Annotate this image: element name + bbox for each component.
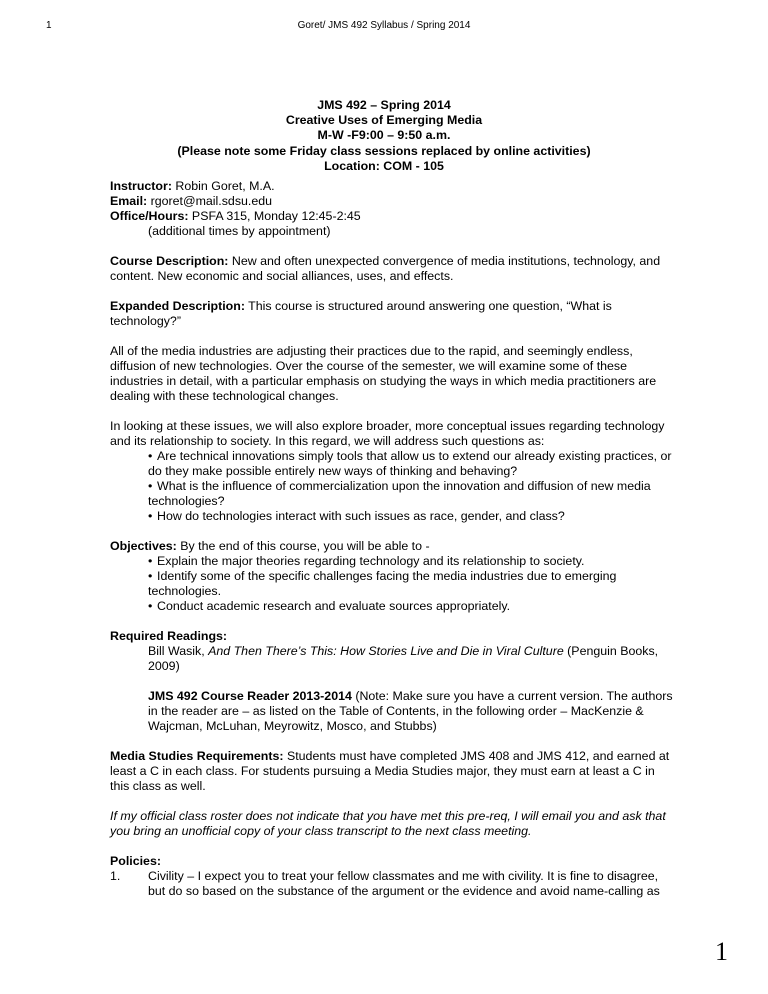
office-line [110, 209, 675, 224]
objectives-label: Objectives: [110, 539, 177, 553]
list-item [148, 449, 675, 479]
instructor-value: Robin Goret, M.A. [171, 179, 275, 193]
roster-note: If my official class roster does not indicate that you have met this pre-req, I will email you and ask that you bring an unofficial copy of your class transcript to the next class meeting. [110, 809, 666, 838]
policy-number: 1. [110, 869, 121, 883]
list-item [148, 554, 675, 569]
policy-text: Civility – I expect you to treat your fellow classmates and me with civility. It is fine to disagree, but do so based on the substance of the argument or the evidence and avoid name-calling as [148, 869, 660, 898]
bullet-icon: • [148, 449, 153, 463]
list-item [148, 509, 675, 524]
policies-label: Policies: [110, 854, 161, 868]
course-name-line: Creative Uses of Emerging Media [285, 113, 483, 128]
course-title-block [0, 98, 768, 174]
policy-item [110, 869, 675, 899]
book-author: Bill Wasik, [148, 644, 209, 658]
course-schedule-line: M-W -F9:00 – 9:50 a.m. [317, 128, 451, 143]
footer-page-number: 1 [715, 937, 728, 966]
paragraph-conceptual-issues: In looking at these issues, we will also explore broader, more conceptual issues regarding technology and its relationship to society. In this regard, we will address such questions as: [110, 419, 665, 448]
course-reader-title: JMS 492 Course Reader 2013-2014 [148, 689, 352, 703]
office-extra: (additional times by appointment) [148, 224, 331, 238]
objectives-intro: By the end of this course, you will be able to - [176, 539, 430, 553]
media-studies-requirements [110, 749, 675, 794]
syllabus-body [110, 179, 675, 899]
paragraph-media-industries: All of the media industries are adjusting their practices due to the rapid, and seemingly endless, diffusion of new technologies. Over the course of the semester, we will examine some of these industries in detail, with a particular emphasis on studying the ways in which media practitioners are dealing with these technological changes. [110, 344, 657, 403]
media-studies-label: Media Studies Requirements: [110, 749, 284, 763]
course-description-label: Course Description: [110, 254, 229, 268]
expanded-description-label: Expanded Description: [110, 299, 245, 313]
course-reader-note: (Note: Make sure you have a current version. The authors in the reader are – as listed on the Table of Contents, in the following order – MacKenzie & Wajcman, McLuhan, Meyrowitz, Mosco, and Stubbs) [148, 689, 673, 733]
course-title-line: JMS 492 – Spring 2014 [317, 98, 451, 112]
course-friday-note-line: (Please note some Friday class sessions replaced by online activities) [177, 143, 591, 158]
bullet-icon: • [148, 479, 153, 493]
required-book [110, 644, 675, 674]
expanded-description-text: This course is structured around answering one question, “What is technology?” [110, 299, 612, 328]
expanded-description [110, 299, 675, 329]
objectives [110, 539, 675, 554]
bullet-icon: • [148, 509, 153, 523]
running-header: Goret/ JMS 492 Syllabus / Spring 2014 [297, 20, 471, 31]
question-text: How do technologies interact with such issues as race, gender, and class? [157, 509, 565, 523]
book-title: And Then There’s This: How Stories Live and Die in Viral Culture [208, 644, 564, 658]
objective-text: Explain the major theories regarding technology and its relationship to society. [157, 554, 585, 568]
bullet-icon: • [148, 599, 153, 613]
course-location-line: Location: COM - 105 [324, 158, 444, 173]
office-label: Office/Hours: [110, 209, 189, 223]
list-item [148, 479, 675, 509]
book-publisher: (Penguin Books, 2009) [148, 644, 659, 673]
header-page-number: 1 [46, 20, 52, 31]
email-label: Email: [110, 194, 148, 208]
objectives-list [110, 554, 675, 614]
email-value[interactable]: rgoret@mail.sdsu.edu [147, 194, 273, 208]
question-list [110, 449, 675, 524]
course-reader [110, 689, 675, 734]
required-readings-label: Required Readings: [110, 629, 228, 643]
office-value: PSFA 315, Monday 12:45-2:45 [188, 209, 361, 223]
objective-text: Conduct academic research and evaluate sources appropriately. [157, 599, 511, 613]
bullet-icon: • [148, 554, 153, 568]
media-studies-text: Students must have completed JMS 408 and JMS 412, and earned at least a C in each class. For students pursuing a Media Studies major, they must earn at least a C in this class as well. [110, 749, 670, 793]
course-description-text: New and often unexpected convergence of media institutions, technology, and content. New economic and social alliances, uses, and effects. [110, 254, 661, 283]
email-line [110, 194, 675, 209]
question-text: What is the influence of commercialization upon the innovation and diffusion of new media technologies? [148, 479, 651, 508]
bullet-icon: • [148, 569, 153, 583]
list-item [148, 599, 675, 614]
instructor-line [110, 179, 675, 194]
question-text: Are technical innovations simply tools that allow us to extend our already existing practices, or do they make possible entirely new ways of thinking and behaving? [148, 449, 672, 478]
objective-text: Identify some of the specific challenges facing the media industries due to emerging technologies. [148, 569, 617, 598]
course-description [110, 254, 675, 284]
list-item [148, 569, 675, 599]
instructor-label: Instructor: [110, 179, 172, 193]
